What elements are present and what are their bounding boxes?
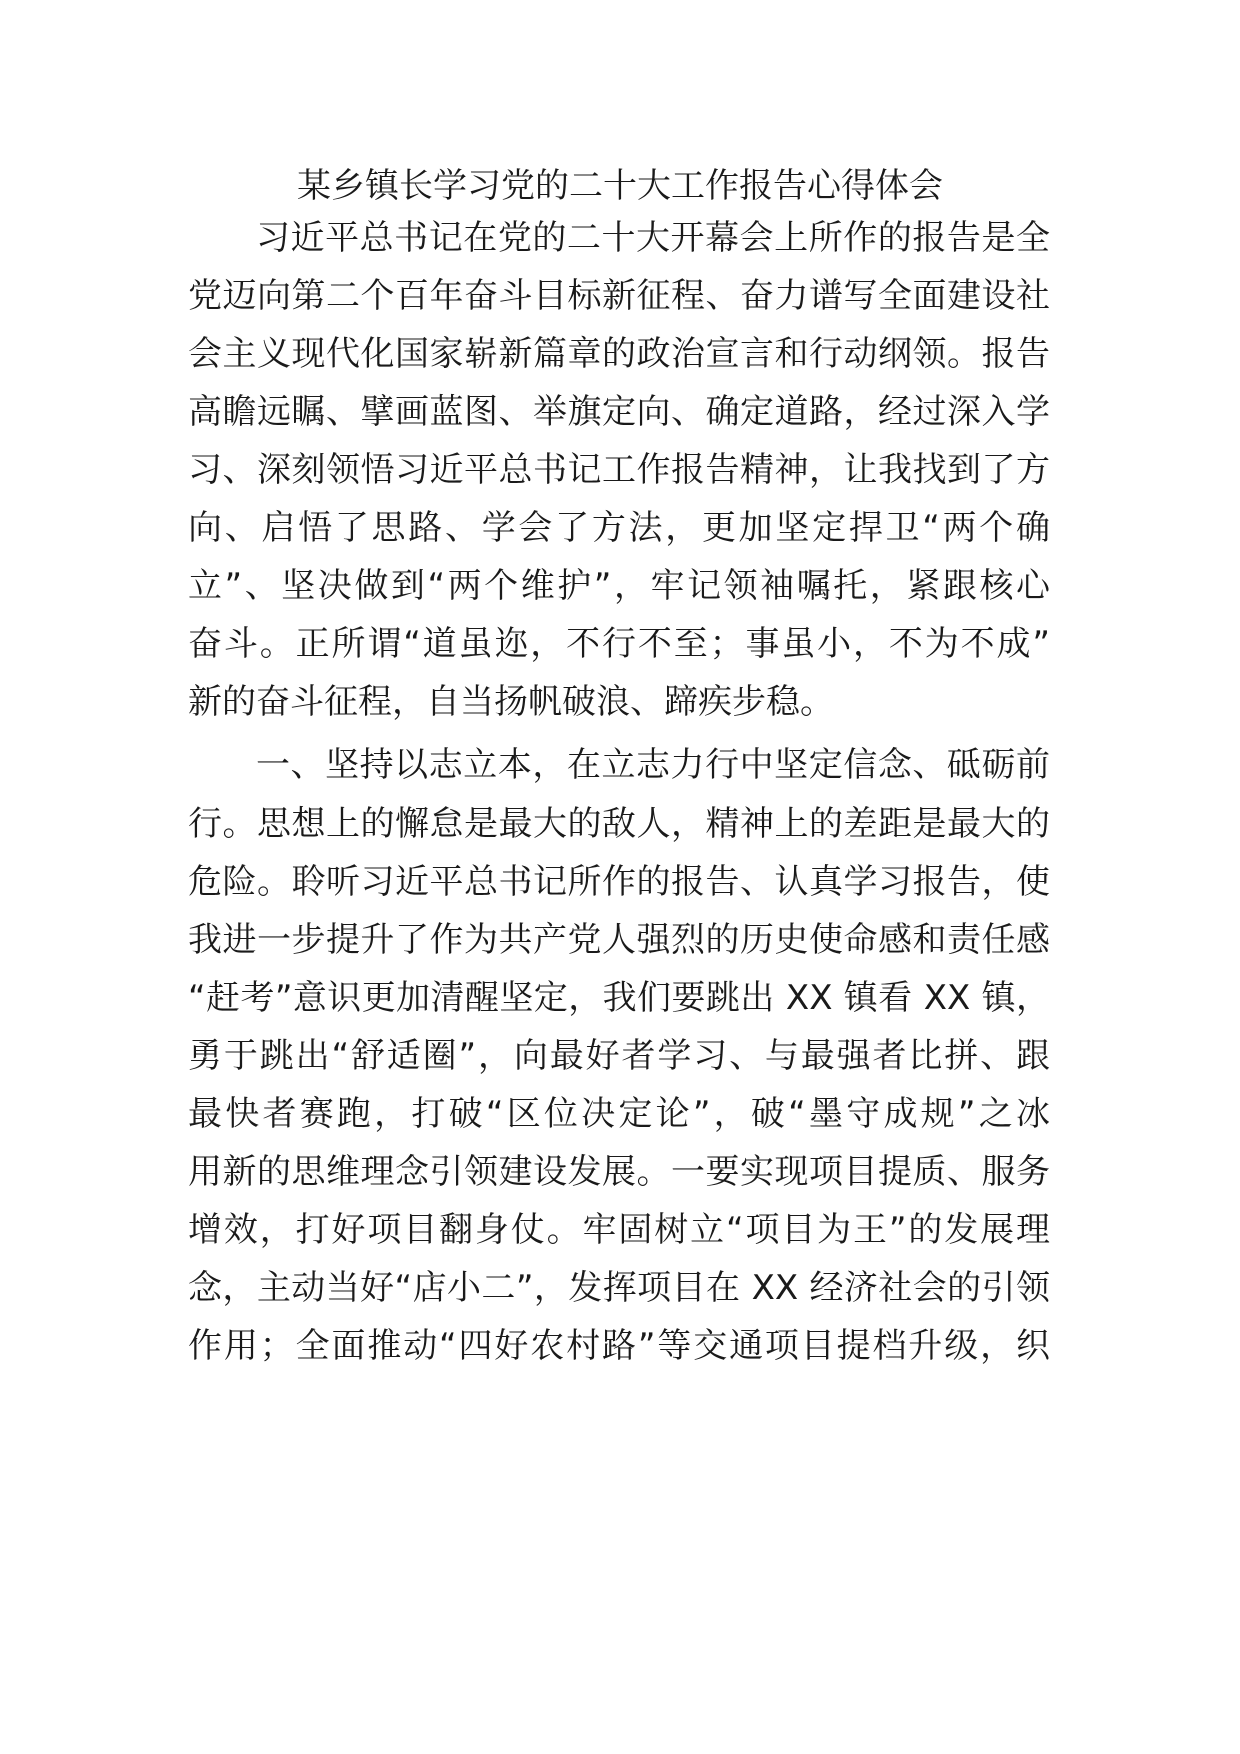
body-line: 念，主动当好“店小二”，发挥项目在 XX 经济社会的引领 (188, 1268, 1050, 1308)
body-line: 最快者赛跑，打破“区位决定论”，破“墨守成规”之冰 (188, 1094, 1050, 1134)
body-line: 会主义现代化国家崭新篇章的政治宣言和行动纲领。报告 (188, 334, 1050, 374)
body-line: 勇于跳出“舒适圈”，向最好者学习、与最强者比拼、跟 (188, 1036, 1050, 1076)
document-title: 某乡镇长学习党的二十大工作报告心得体会 (297, 166, 943, 206)
body-line: 奋斗。正所谓“道虽迩，不行不至；事虽小，不为不成” (188, 624, 1050, 664)
body-line: 我进一步提升了作为共产党人强烈的历史使命感和责任感 (188, 920, 1050, 960)
body-line: 立”、坚决做到“两个维护”，牢记领袖嘱托，紧跟核心 (188, 566, 1050, 606)
body-line: 习近平总书记在党的二十大开幕会上所作的报告是全 (256, 218, 1050, 258)
body-line: 一、坚持以志立本，在立志力行中坚定信念、砥砺前 (256, 745, 1050, 785)
body-line: 向、启悟了思路、学会了方法，更加坚定捍卫“两个确 (188, 508, 1050, 548)
body-line: 行。思想上的懈怠是最大的敌人，精神上的差距是最大的 (188, 804, 1050, 844)
body-line: 危险。聆听习近平总书记所作的报告、认真学习报告，使 (188, 862, 1050, 902)
body-line: 作用；全面推动“四好农村路”等交通项目提档升级，织 (188, 1326, 1050, 1366)
body-line: 用新的思维理念引领建设发展。一要实现项目提质、服务 (188, 1152, 1050, 1192)
body-line: 增效，打好项目翻身仗。牢固树立“项目为王”的发展理 (188, 1210, 1050, 1250)
body-line: 习、深刻领悟习近平总书记工作报告精神，让我找到了方 (188, 450, 1050, 490)
body-line: “赶考”意识更加清醒坚定，我们要跳出 XX 镇看 XX 镇， (188, 978, 1050, 1018)
body-line: 党迈向第二个百年奋斗目标新征程、奋力谱写全面建设社 (188, 276, 1050, 316)
body-line: 新的奋斗征程，自当扬帆破浪、蹄疾步稳。 (188, 682, 834, 722)
body-line: 高瞻远瞩、擘画蓝图、举旗定向、确定道路，经过深入学 (188, 392, 1050, 432)
